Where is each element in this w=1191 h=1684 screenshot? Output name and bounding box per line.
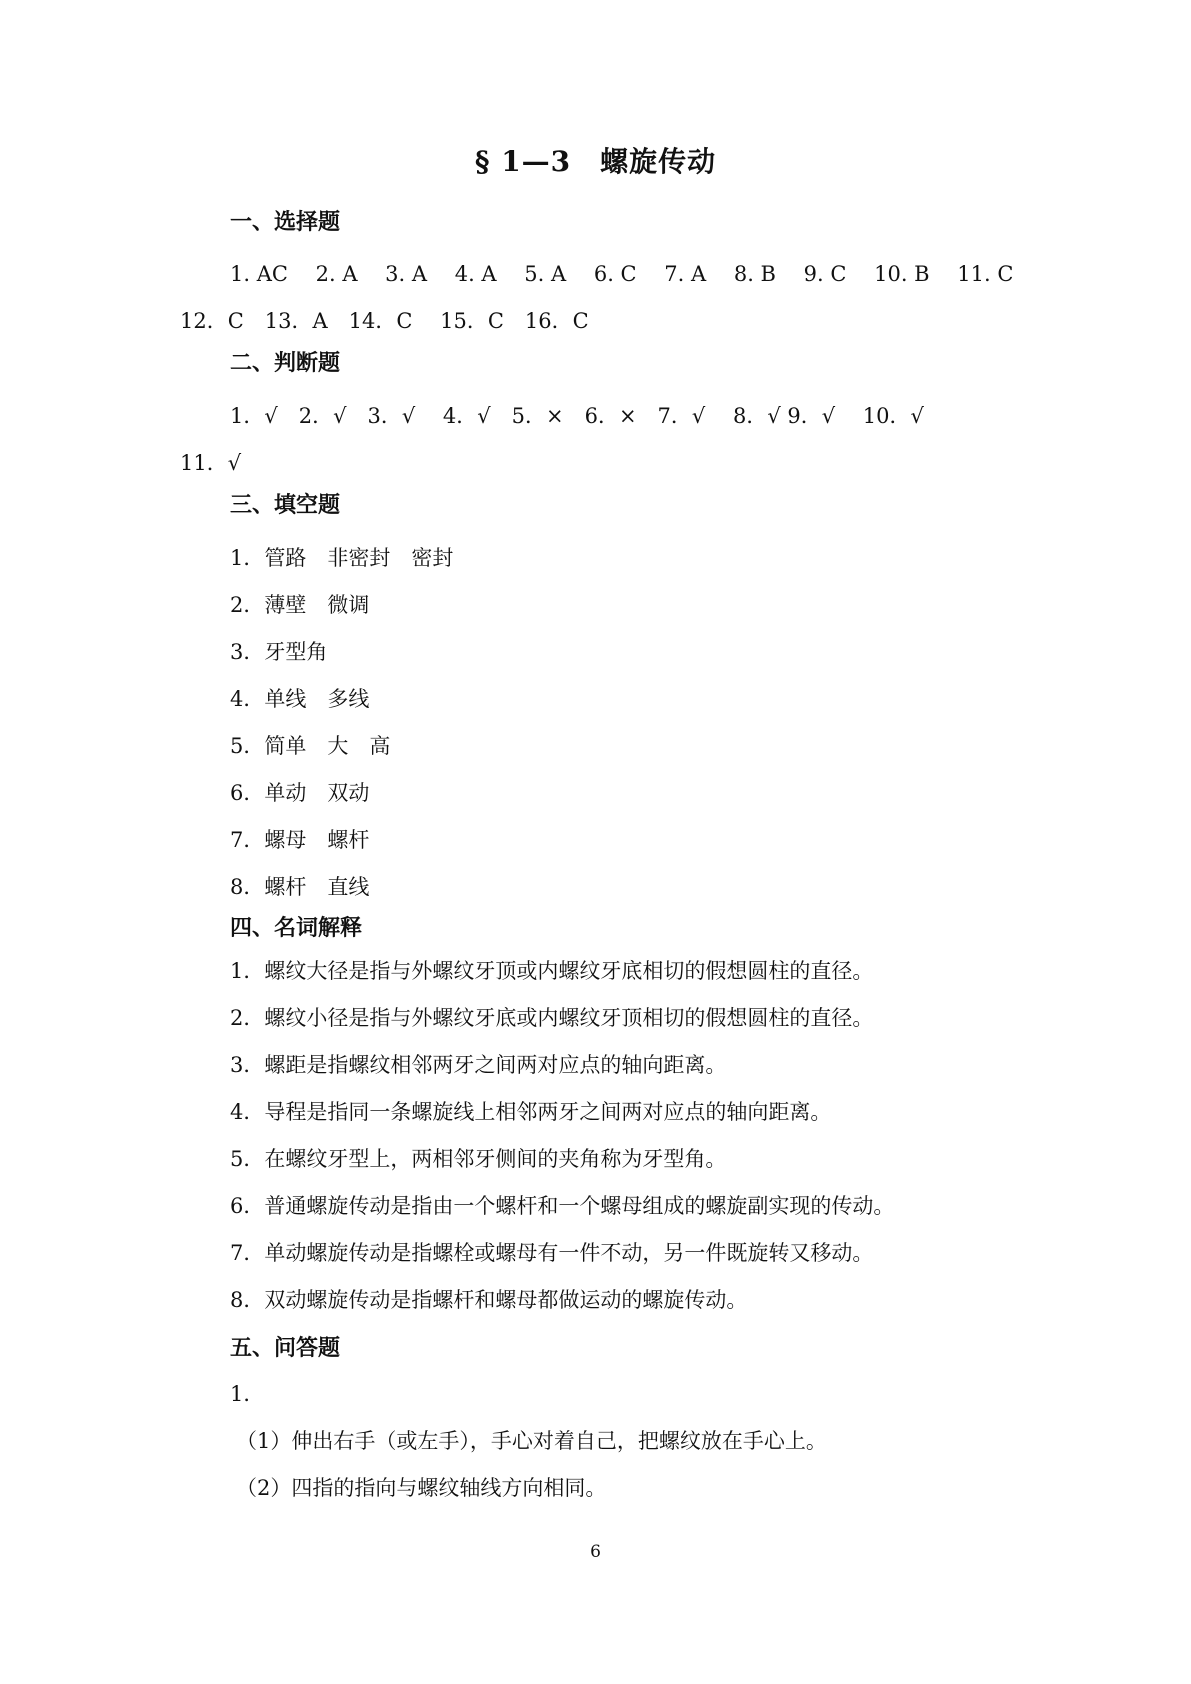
- definition-item: 4．导程是指同一条螺旋线上相邻两牙之间两对应点的轴向距离。: [230, 1100, 832, 1124]
- definition-item: 8．双动螺旋传动是指螺杆和螺母都做运动的螺旋传动。: [230, 1288, 748, 1312]
- fill-blank-item: 2．薄壁 微调: [230, 593, 370, 617]
- section-heading-definitions: 四、名词解释: [230, 915, 363, 941]
- definition-item: 7．单动螺旋传动是指螺栓或螺母有一件不动，另一件既旋转又移动。: [230, 1241, 874, 1265]
- choice-answers-line-2: 12．C 13．A 14．C 15．C 16．C: [180, 309, 589, 333]
- definition-item: 5．在螺纹牙型上，两相邻牙侧间的夹角称为牙型角。: [230, 1147, 727, 1171]
- fill-blank-item: 4．单线 多线: [230, 687, 370, 711]
- definition-item: 1．螺纹大径是指与外螺纹牙顶或内螺纹牙底相切的假想圆柱的直径。: [230, 959, 874, 983]
- qa-question-number: 1．: [230, 1382, 265, 1406]
- fill-blank-item: 6．单动 双动: [230, 781, 370, 805]
- true-false-answers-line-1: 1．√ 2．√ 3．√ 4．√ 5．× 6．× 7．√ 8．√ 9．√ 10．√: [230, 404, 924, 428]
- fill-blank-item: 7．螺母 螺杆: [230, 828, 370, 852]
- choice-answers-line-1: 1. AC 2. A 3. A 4. A 5. A 6. C 7. A 8. B 9. C 10. B 11. C: [230, 262, 1014, 286]
- definition-item: 6．普通螺旋传动是指由一个螺杆和一个螺母组成的螺旋副实现的传动。: [230, 1194, 895, 1218]
- qa-answer-item: （1）伸出右手（或左手），手心对着自己，把螺纹放在手心上。: [236, 1429, 827, 1453]
- section-heading-choice: 一、选择题: [230, 209, 341, 235]
- fill-blank-item: 3．牙型角: [230, 640, 328, 664]
- fill-blank-item: 1．管路 非密封 密封: [230, 546, 454, 570]
- true-false-answers-line-2: 11．√: [180, 451, 242, 475]
- section-heading-true-false: 二、判断题: [230, 350, 341, 376]
- section-heading-qa: 五、问答题: [230, 1335, 341, 1361]
- fill-blank-item: 5．简单 大 高: [230, 734, 391, 758]
- page-title: § 1—3 螺旋传动: [474, 145, 717, 178]
- section-heading-fill-blank: 三、填空题: [230, 492, 341, 518]
- definition-item: 3．螺距是指螺纹相邻两牙之间两对应点的轴向距离。: [230, 1053, 727, 1077]
- qa-answer-item: （2）四指的指向与螺纹轴线方向相同。: [236, 1476, 607, 1500]
- fill-blank-item: 8．螺杆 直线: [230, 875, 370, 899]
- page-number: 6: [590, 1542, 601, 1562]
- definition-item: 2．螺纹小径是指与外螺纹牙底或内螺纹牙顶相切的假想圆柱的直径。: [230, 1006, 874, 1030]
